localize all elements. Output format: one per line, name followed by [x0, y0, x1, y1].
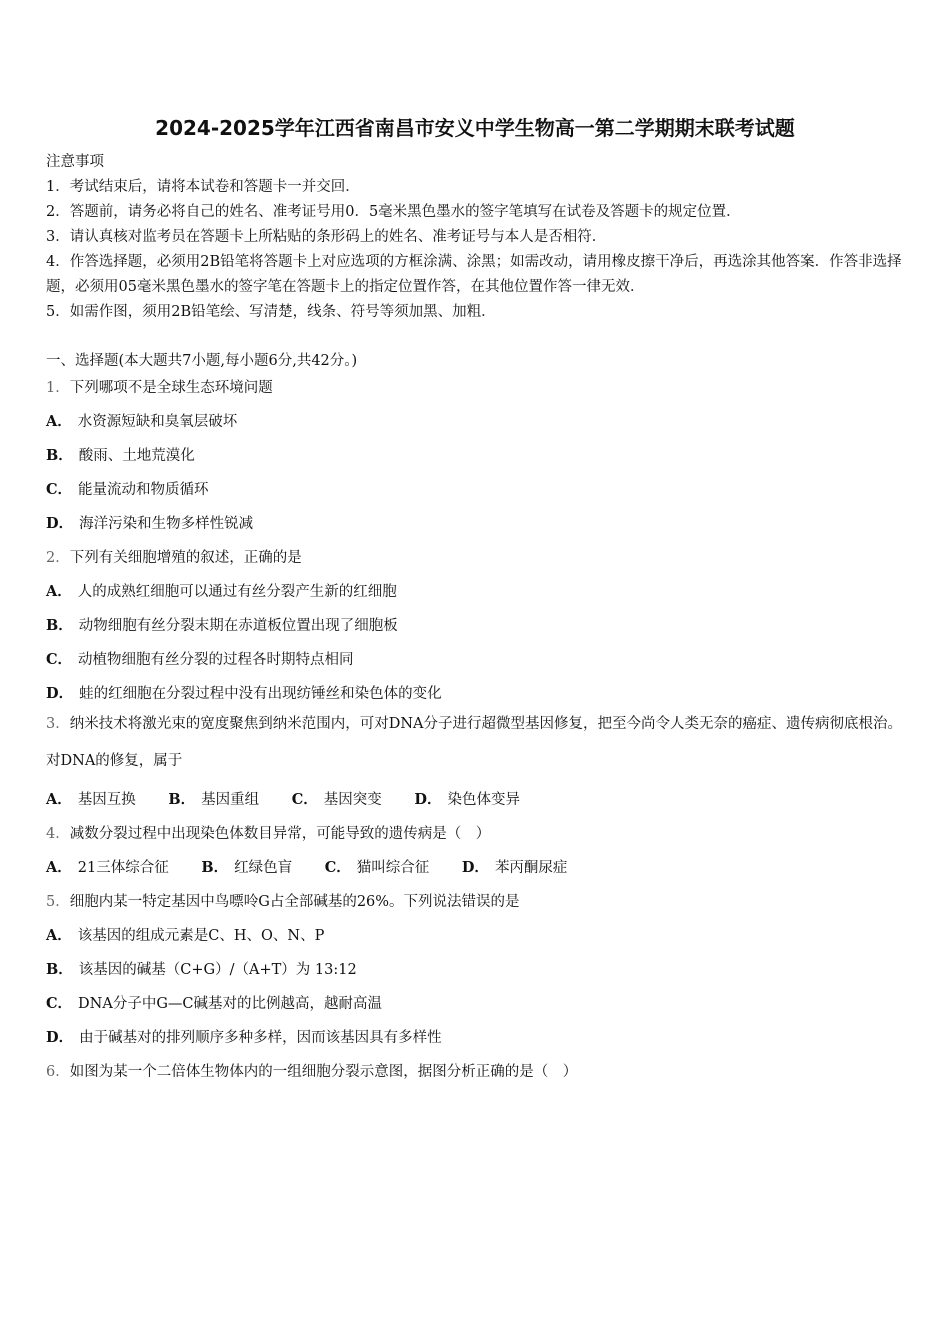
- option-row: [46, 856, 906, 877]
- option-text: 该基因的组成元素是C、H、O、N、P: [77, 928, 325, 944]
- option-text: 人的成熟红细胞可以通过有丝分裂产生新的红细胞: [77, 584, 397, 600]
- option-label: B．: [168, 791, 196, 808]
- option-label: D．: [46, 1029, 74, 1046]
- question-3: [46, 706, 906, 780]
- option: [46, 860, 183, 876]
- option-label: D．: [46, 685, 74, 702]
- notice-item: 5．如需作图，须用2B铅笔绘、写清楚，线条、符号等须加黑、加粗．: [46, 304, 496, 320]
- question-6: [46, 1060, 906, 1081]
- section-heading: 一、选择题(本大题共7小题,每小题6分,共42分。): [46, 353, 358, 369]
- option-text: 动物细胞有丝分裂末期在赤道板位置出现了细胞板: [78, 618, 398, 634]
- question-number: 5．: [46, 894, 70, 910]
- option: [46, 648, 906, 669]
- option-text: 红绿色盲: [234, 860, 293, 876]
- option-text: 酸雨、土地荒漠化: [78, 448, 195, 464]
- question-stem: 如图为某一个二倍体生物体内的一组细胞分裂示意图，据图分析正确的是（ ）: [69, 1064, 578, 1080]
- option-text: 由于碱基对的排列顺序多种多样，因而该基因具有多样性: [79, 1030, 442, 1046]
- option: [46, 924, 906, 945]
- option: [46, 992, 906, 1013]
- option: [46, 512, 906, 533]
- question-number: 6．: [46, 1064, 70, 1080]
- option-text: 猫叫综合征: [356, 860, 430, 876]
- option-text: 基因重组: [201, 792, 260, 808]
- option-text: 动植物细胞有丝分裂的过程各时期特点相同: [78, 652, 354, 668]
- question-number: 3．: [46, 716, 70, 732]
- option-label: C．: [46, 481, 73, 498]
- option-text: 海洋污染和生物多样性锐减: [79, 516, 254, 532]
- option: [46, 614, 906, 635]
- question-number: 1．: [46, 380, 70, 396]
- question-stem: 下列哪项不是全球生态环境问题: [69, 380, 273, 396]
- option-label: A．: [46, 859, 72, 876]
- option: [414, 792, 534, 808]
- question-stem: 纳米技术将激光束的宽度聚焦到纳米范围内，可对DNA分子进行超微型基因修复，把至今尚令人类无奈的癌症、遗传病彻底根治。对DNA的修复，属于: [46, 716, 903, 769]
- option-label: B．: [201, 859, 229, 876]
- option-label: B．: [46, 447, 73, 464]
- option-text: 能量流动和物质循环: [78, 482, 209, 498]
- notice-block: [46, 150, 906, 325]
- option-label: B．: [46, 617, 73, 634]
- option: [46, 792, 150, 808]
- option-label: A．: [46, 791, 72, 808]
- option-label: D．: [414, 791, 442, 808]
- option-label: A．: [46, 927, 72, 944]
- option-label: A．: [46, 583, 72, 600]
- option-text: 蛙的红细胞在分裂过程中没有出现纺锤丝和染色体的变化: [79, 686, 442, 702]
- question-5: [46, 890, 906, 911]
- option: [325, 860, 444, 876]
- option-text: 该基因的碱基（C+G）/（A+T）为 13:12: [78, 962, 357, 978]
- notice-item: 3．请认真核对监考员在答题卡上所粘贴的条形码上的姓名、准考证号与本人是否相符．: [46, 229, 607, 245]
- option-label: C．: [324, 859, 351, 876]
- option-row: [46, 788, 906, 809]
- question-4: [46, 822, 906, 843]
- option-text: 基因突变: [323, 792, 382, 808]
- option-text: 基因互换: [77, 792, 136, 808]
- option: [168, 792, 273, 808]
- option: [46, 682, 906, 703]
- option: [46, 958, 906, 979]
- question-stem: 细胞内某一特定基因中鸟嘌呤G占全部碱基的26%。下列说法错误的是: [69, 894, 520, 910]
- option: [201, 860, 306, 876]
- question-number: 2．: [46, 550, 70, 566]
- page-title: 2024-2025学年江西省南昌市安义中学生物高一第二学期期末联考试题: [155, 116, 795, 140]
- notice-item: 2．答题前，请务必将自己的姓名、准考证号用0．5毫米黑色墨水的签字笔填写在试卷及答题卡的规定位置．: [46, 204, 741, 220]
- option-label: D．: [46, 515, 74, 532]
- option: [292, 792, 396, 808]
- option-label: A．: [46, 413, 72, 430]
- option-text: DNA分子中G—C碱基对的比例越高，越耐高温: [78, 996, 383, 1012]
- option: [46, 444, 906, 465]
- option: [46, 478, 906, 499]
- notice-item: 1．考试结束后，请将本试卷和答题卡一并交回．: [46, 179, 360, 195]
- question-stem: 减数分裂过程中出现染色体数目异常，可能导致的遗传病是（ ）: [69, 826, 491, 842]
- question-number: 4．: [46, 826, 70, 842]
- option: [46, 580, 906, 601]
- question-2: [46, 546, 906, 567]
- option-text: 水资源短缺和臭氧层破坏: [77, 414, 238, 430]
- option-text: 染色体变异: [447, 792, 520, 808]
- option-label: C．: [46, 995, 73, 1012]
- notice-heading: 注意事项: [46, 154, 104, 170]
- option-label: C．: [46, 651, 73, 668]
- option: [462, 860, 582, 876]
- option-label: D．: [461, 859, 489, 876]
- question-stem: 下列有关细胞增殖的叙述，正确的是: [69, 550, 302, 566]
- question-1: [46, 376, 906, 397]
- option-text: 21三体综合征: [77, 860, 169, 876]
- option: [46, 410, 906, 431]
- option-label: B．: [46, 961, 73, 978]
- option: [46, 1026, 906, 1047]
- notice-item: 4．作答选择题，必须用2B铅笔将答题卡上对应选项的方框涂满、涂黑；如需改动，请用橡皮擦干净后，再选涂其他答案．作答非选择题，必须用05毫米黑色墨水的签字笔在答题卡上的指定位置作答，在其他位置作答一律无效．: [46, 254, 902, 295]
- option-label: C．: [291, 791, 318, 808]
- option-text: 苯丙酮尿症: [494, 860, 568, 876]
